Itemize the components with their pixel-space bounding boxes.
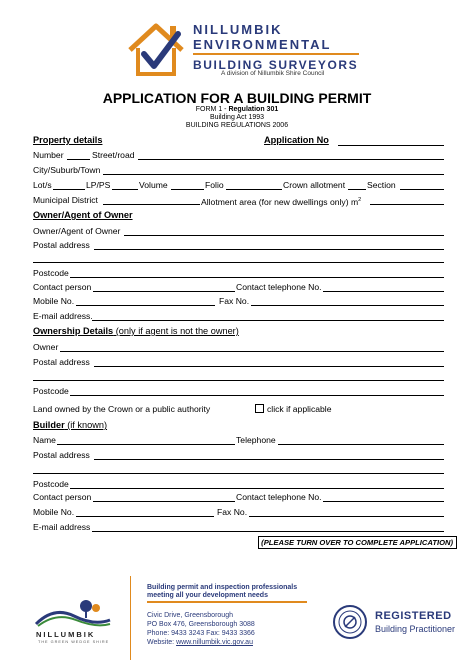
crown-land-checkbox[interactable]: [255, 404, 264, 413]
owner-agent-heading: Owner/Agent of Owner: [33, 210, 133, 220]
council-name: NILLUMBIK: [36, 630, 96, 639]
owner-agent-field[interactable]: [124, 235, 444, 236]
b-postcode-field[interactable]: [70, 488, 444, 489]
municipal-district-label: Municipal District: [33, 195, 98, 205]
number-label: Number: [33, 150, 64, 160]
oa-contact-phone-field[interactable]: [323, 291, 444, 292]
folio-field[interactable]: [226, 189, 282, 190]
click-if-applicable-label: click if applicable: [267, 404, 332, 414]
builder-heading-note: (if known): [64, 420, 108, 430]
footer-address-1: Civic Drive, Greensborough: [147, 612, 233, 619]
lp-ps-field[interactable]: [112, 189, 138, 190]
builder-heading: [33, 420, 107, 431]
owner-field[interactable]: [60, 351, 444, 352]
section-label: Section: [367, 180, 396, 190]
website-label: Website:: [147, 639, 177, 646]
b-postcode-label: Postcode: [33, 479, 69, 489]
oa-contact-phone-label: Contact telephone No.: [236, 282, 322, 292]
footer-phone-fax: Phone: 9433 3243 Fax: 9433 3366: [147, 630, 255, 637]
b-postal-field-line2[interactable]: [33, 473, 444, 474]
b-contact-person-label: Contact person: [33, 492, 92, 502]
b-postal-label: Postal address: [33, 450, 90, 460]
b-email-label: E-mail address: [33, 522, 91, 532]
b-contact-phone-label: Contact telephone No.: [236, 492, 322, 502]
form-regulation: Regulation 301: [228, 106, 279, 113]
crown-land-label: Land owned by the Crown or a public authority: [33, 404, 211, 414]
website-link[interactable]: www.nillumbik.vic.gov.au: [176, 639, 253, 646]
b-fax-label: Fax No.: [217, 507, 248, 517]
owner-label: Owner: [33, 342, 59, 352]
ownership-heading-note: (only if agent is not the owner): [113, 326, 239, 336]
oa-contact-person-field[interactable]: [93, 291, 235, 292]
crown-allotment-label: Crown allotment: [283, 180, 346, 190]
application-no-field[interactable]: [338, 145, 444, 146]
brand-line-1: NILLUMBIK: [193, 22, 283, 37]
oa-mobile-label: Mobile No.: [33, 296, 75, 306]
footer-tagline-1: Building permit and inspection professionals: [147, 584, 298, 591]
lot-field[interactable]: [53, 189, 85, 190]
allotment-area-unit-sup: 2: [358, 197, 362, 203]
oa-mobile-field[interactable]: [76, 305, 215, 306]
oa-fax-label: Fax No.: [219, 296, 250, 306]
registered-seal-icon: [332, 604, 368, 640]
own-postal-field-line2[interactable]: [33, 380, 444, 381]
page-title: APPLICATION FOR A BUILDING PERMIT: [102, 90, 372, 106]
lp-ps-label: LP/PS: [86, 180, 111, 190]
b-mobile-field[interactable]: [76, 516, 214, 517]
application-no-label: Application No: [264, 135, 329, 145]
builder-heading-text: Builder: [33, 420, 65, 430]
b-fax-field[interactable]: [249, 516, 444, 517]
oa-postal-field-line2[interactable]: [33, 262, 444, 263]
brand-line-3: BUILDING SURVEYORS: [193, 58, 359, 72]
allotment-area-text: Allotment area (for new dwellings only) m: [201, 196, 359, 207]
footer-divider: [130, 576, 131, 660]
crown-allotment-field[interactable]: [348, 189, 366, 190]
oa-fax-field[interactable]: [251, 305, 444, 306]
b-contact-person-field[interactable]: [93, 501, 235, 502]
volume-field[interactable]: [171, 189, 204, 190]
oa-postal-label: Postal address: [33, 240, 90, 250]
city-label: City/Suburb/Town: [33, 165, 101, 175]
builder-telephone-field[interactable]: [278, 444, 444, 445]
ownership-details-heading: [33, 326, 239, 337]
footer-address-2: PO Box 476, Greensborough 3088: [147, 621, 255, 628]
form-reference: [0, 106, 474, 113]
folio-label: Folio: [205, 180, 224, 190]
footer-accent-bar: [147, 601, 307, 603]
oa-postal-field[interactable]: [94, 249, 444, 250]
regulations-reference: BUILDING REGULATIONS 2006: [185, 122, 289, 129]
street-field[interactable]: [138, 159, 444, 160]
council-tagline: THE GREEN WEDGE SHIRE: [38, 640, 110, 644]
builder-telephone-label: Telephone: [236, 435, 276, 445]
city-field[interactable]: [103, 174, 444, 175]
footer-tagline-2: meeting all your development needs: [147, 592, 268, 599]
own-postcode-field[interactable]: [70, 395, 444, 396]
number-field[interactable]: [67, 159, 90, 160]
municipal-district-field[interactable]: [103, 204, 200, 205]
own-postcode-label: Postcode: [33, 386, 69, 396]
nillumbik-tree-logo-icon: [34, 598, 112, 628]
brand-subtitle: A division of Nillumbik Shire Council: [221, 70, 325, 77]
footer-website: [147, 638, 253, 647]
oa-postcode-label: Postcode: [33, 268, 69, 278]
registered-title: REGISTERED: [375, 610, 452, 622]
ownership-heading-text: Ownership Details: [33, 326, 114, 336]
own-postal-field[interactable]: [94, 366, 444, 367]
oa-contact-person-label: Contact person: [33, 282, 92, 292]
allotment-area-field[interactable]: [370, 204, 444, 205]
b-mobile-label: Mobile No.: [33, 507, 75, 517]
b-contact-phone-field[interactable]: [323, 501, 444, 502]
act-reference: Building Act 1993: [209, 114, 265, 121]
oa-email-label: E-mail address.: [33, 311, 93, 321]
section-field[interactable]: [400, 189, 444, 190]
oa-email-field[interactable]: [92, 320, 444, 321]
oa-postcode-field[interactable]: [70, 277, 444, 278]
brand-divider: [193, 53, 359, 55]
own-postal-label: Postal address: [33, 357, 90, 367]
b-email-field[interactable]: [92, 531, 444, 532]
volume-label: Volume: [139, 180, 168, 190]
form-prefix: FORM 1 -: [195, 106, 229, 113]
brand-line-2: ENVIRONMENTAL: [193, 37, 332, 52]
allotment-area-label: [201, 195, 361, 207]
builder-name-label: Name: [33, 435, 56, 445]
b-postal-field[interactable]: [94, 459, 444, 460]
owner-agent-label: Owner/Agent of Owner: [33, 226, 121, 236]
house-check-logo-icon: [126, 20, 186, 78]
turn-over-notice: (PLEASE TURN OVER TO COMPLETE APPLICATION): [258, 536, 457, 549]
street-label: Street/road: [92, 150, 135, 160]
lot-label: Lot/s: [33, 180, 52, 190]
registered-subtitle: Building Practitioner: [375, 624, 456, 634]
builder-name-field[interactable]: [57, 444, 235, 445]
property-details-heading: Property details: [33, 135, 103, 145]
